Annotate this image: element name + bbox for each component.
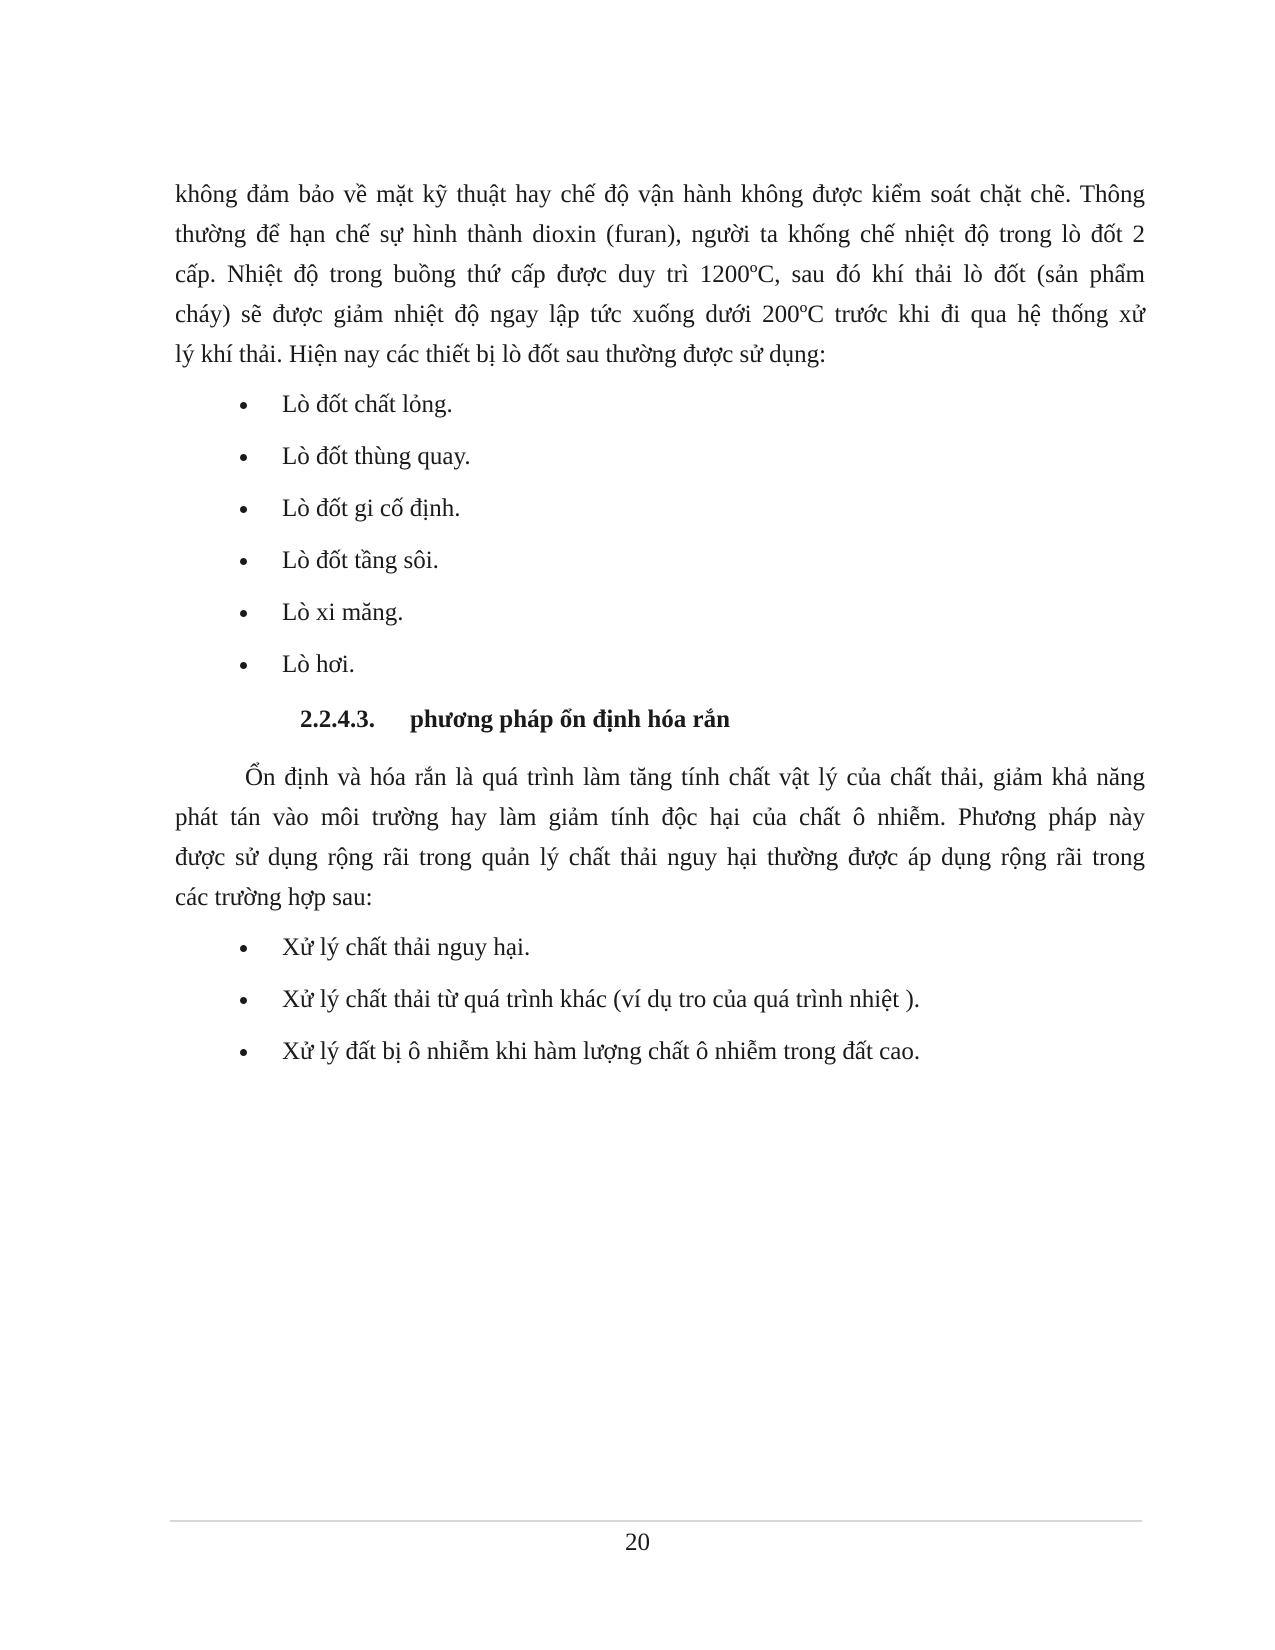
paragraph-line: thường để hạn chế sự hình thành dioxin (furan), người ta khống chế nhiệt độ trong lò đốt 2 <box>175 221 1145 248</box>
list-item-text: Xử lý chất thải nguy hại. <box>282 934 531 961</box>
list-item <box>240 980 1140 1032</box>
section-number: 2.2.4.3. <box>300 706 375 733</box>
bullet-icon <box>240 454 247 461</box>
paragraph-line: không đảm bảo về mặt kỹ thuật hay chế độ vận hành không được kiểm soát chặt chẽ. Thông <box>175 181 1145 208</box>
list-item-text: Lò đốt chất lỏng. <box>282 391 453 418</box>
list-item <box>240 385 1140 437</box>
bullet-icon <box>240 997 247 1004</box>
list-item <box>240 541 1140 593</box>
bullet-icon <box>240 506 247 513</box>
list-item <box>240 928 1140 980</box>
paragraph-line: lý khí thải. Hiện nay các thiết bị lò đốt sau thường được sử dụng: <box>175 341 827 368</box>
bullet-icon <box>240 945 247 952</box>
list-item-text: Lò xi măng. <box>282 599 404 626</box>
incinerator-list <box>240 385 1140 697</box>
list-item-text: Lò đốt gi cố định. <box>282 495 461 522</box>
application-list <box>240 928 1140 1084</box>
paragraph-stabilization <box>175 758 1145 918</box>
paragraph-incineration <box>175 175 1145 375</box>
bullet-icon <box>240 558 247 565</box>
paragraph-line: cháy) sẽ được giảm nhiệt độ ngay lập tức xuống dưới 200ºC trước khi đi qua hệ thống xử <box>175 301 1145 328</box>
bullet-icon <box>240 402 247 409</box>
page-number: 20 <box>625 1529 650 1556</box>
paragraph-line: các trường hợp sau: <box>175 884 373 911</box>
list-item-text: Lò đốt tầng sôi. <box>282 547 439 574</box>
section-title: phương pháp ổn định hóa rắn <box>410 706 730 733</box>
list-item <box>240 489 1140 541</box>
list-item <box>240 593 1140 645</box>
paragraph-line: phát tán vào môi trường hay làm giảm tính độc hại của chất ô nhiễm. Phương pháp này <box>175 804 1145 831</box>
bullet-icon <box>240 1049 247 1056</box>
list-item <box>240 437 1140 489</box>
list-item-text: Xử lý chất thải từ quá trình khác (ví dụ tro của quá trình nhiệt ). <box>282 986 921 1013</box>
paragraph-line: Ổn định và hóa rắn là quá trình làm tăng tính chất vật lý của chất thải, giảm khả năng <box>245 764 1145 791</box>
paragraph-line: được sử dụng rộng rãi trong quản lý chất thải nguy hại thường được áp dụng rộng rãi trong <box>175 844 1145 871</box>
section-heading <box>300 700 730 740</box>
list-item-text: Lò hơi. <box>282 651 355 678</box>
list-item-text: Xử lý đất bị ô nhiễm khi hàm lượng chất ô nhiễm trong đất cao. <box>282 1038 921 1065</box>
list-item-text: Lò đốt thùng quay. <box>282 443 471 470</box>
footer-divider <box>170 1520 1142 1522</box>
paragraph-line: cấp. Nhiệt độ trong buồng thứ cấp được duy trì 1200ºC, sau đó khí thải lò đốt (sản phẩm <box>175 261 1145 288</box>
bullet-icon <box>240 610 247 617</box>
bullet-icon <box>240 662 247 669</box>
list-item <box>240 1032 1140 1084</box>
list-item <box>240 645 1140 697</box>
